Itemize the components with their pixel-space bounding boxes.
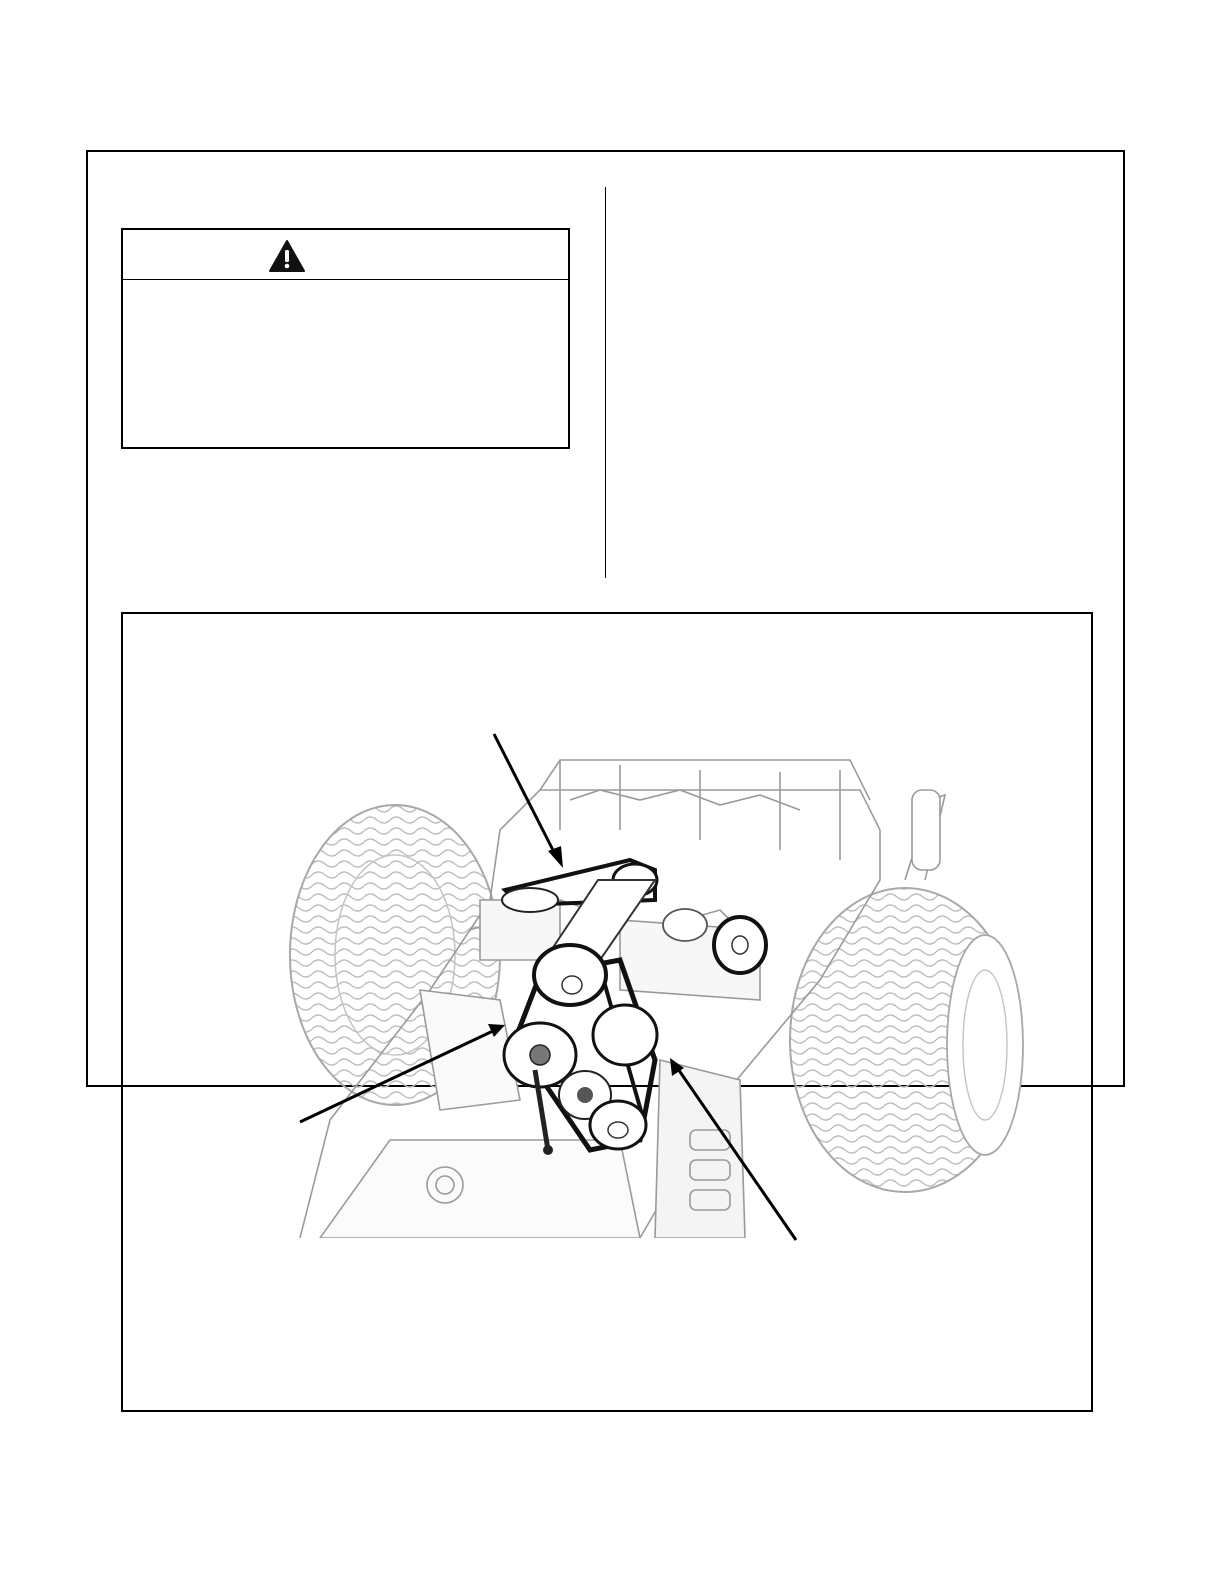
right-tire: [790, 888, 1023, 1192]
